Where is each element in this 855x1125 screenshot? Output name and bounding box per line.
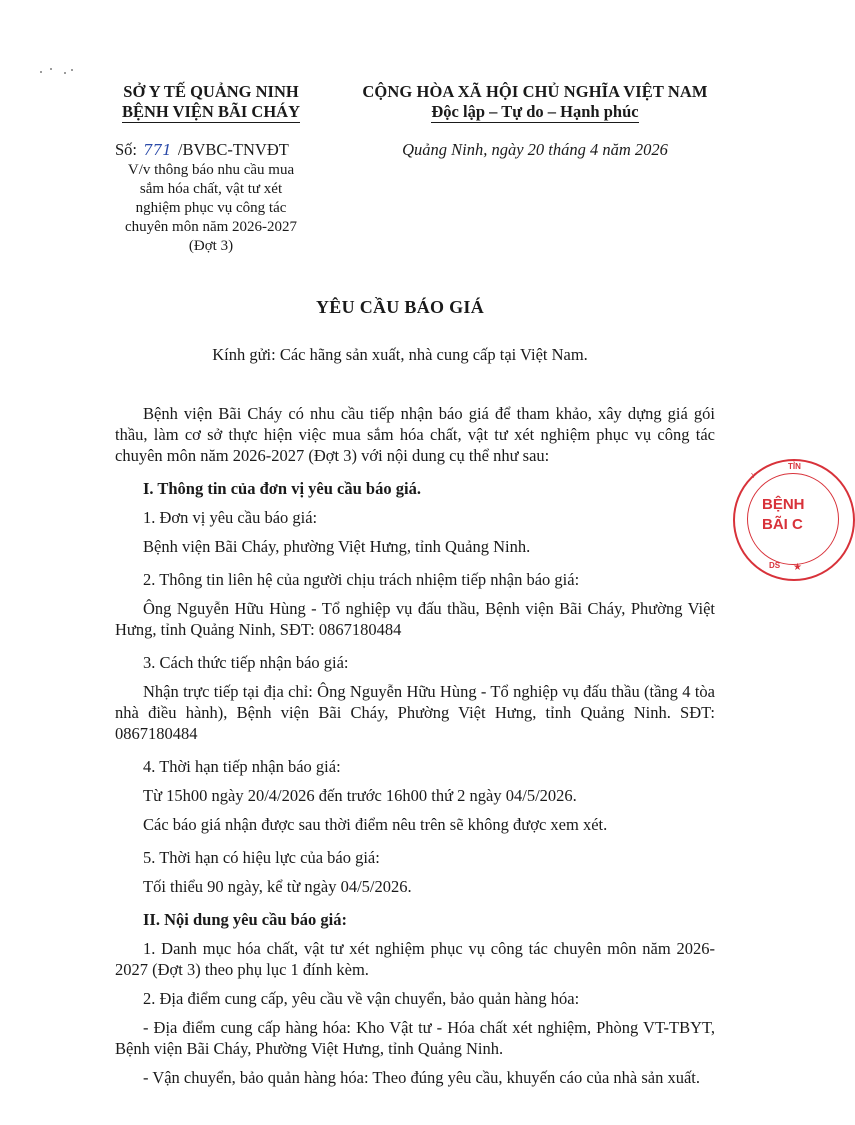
addressee: Kính gửi: Các hãng sản xuất, nhà cung cấp tại Việt Nam. (212, 345, 588, 364)
body-paragraph: Tối thiểu 90 ngày, kể từ ngày 04/5/2026. (143, 877, 412, 896)
subject-line: (Đợt 3) (188, 238, 234, 254)
body-paragraph: Bệnh viện Bãi Cháy có nhu cầu tiếp nhận báo giá để tham khảo, xây dựng giá gói thầu, làm cơ sở thực hiện việc mua sắm hóa chất, vật tư xét nghiệm phục vụ công tác chuyên môn năm 2026-2027 (Đợt 3) với nội dung cụ thể như sau: (115, 404, 715, 465)
section-heading: II. Nội dung yêu cầu báo giá: (143, 910, 348, 929)
doc-number-prefix: Số: (115, 140, 138, 159)
body-paragraph: - Vận chuyển, bảo quản hàng hóa: Theo đúng yêu cầu, khuyến cáo của nhà sản xuất. (143, 1068, 701, 1087)
seal-rim-text: TỈN (788, 462, 801, 471)
body-paragraph: 4. Thời hạn tiếp nhận báo giá: (143, 757, 341, 776)
subject-line: nghiệm phục vụ công tác (135, 200, 287, 216)
scan-speck-marks (38, 66, 78, 78)
body-paragraph: - Địa điểm cung cấp hàng hóa: Kho Vật tư - Hóa chất xét nghiệm, Phòng VT-TBYT, Bệnh viện Bãi Cháy, Phường Việt Hưng, tỉnh Quảng Ninh. (115, 1018, 715, 1058)
body-paragraph: 5. Thời hạn có hiệu lực của báo giá: (143, 848, 380, 867)
document-date: Quảng Ninh, ngày 20 tháng 4 năm 2026 (402, 140, 668, 159)
subject-line: sắm hóa chất, vật tư xét (139, 181, 283, 197)
subject-line: chuyên môn năm 2026-2027 (124, 219, 298, 235)
body-paragraph: Từ 15h00 ngày 20/4/2026 đến trước 16h00 thứ 2 ngày 04/5/2026. (143, 786, 577, 805)
subject-line: V/v thông báo nhu cầu mua (127, 162, 295, 178)
seal-star-icon: ★ (793, 562, 802, 573)
body-paragraph: Nhận trực tiếp tại địa chỉ: Ông Nguyễn Hữu Hùng - Tổ nghiệp vụ đấu thầu (tầng 4 tòa nhà điều hành), Bệnh viện Bãi Cháy, Phường Việt Hưng, tỉnh Quảng Ninh. SĐT: 0867180484 (115, 682, 715, 743)
national-header (332, 82, 738, 123)
body-paragraph: 1. Đơn vị yêu cầu báo giá: (143, 508, 318, 527)
national-title: CỘNG HÒA XÃ HỘI CHỦ NGHĨA VIỆT NAM (362, 82, 708, 101)
document-subject (105, 161, 317, 256)
seal-text: BÃI C (762, 516, 803, 533)
seal-rim-text: Y (751, 473, 756, 480)
hospital-name: BỆNH VIỆN BÃI CHÁY (121, 102, 301, 121)
seal-text: BỆNH (762, 496, 805, 513)
section-heading: I. Thông tin của đơn vị yêu cầu báo giá. (143, 479, 421, 498)
body-paragraph: Ông Nguyễn Hữu Hùng - Tổ nghiệp vụ đấu thầu, Bệnh viện Bãi Cháy, Phường Việt Hưng, tỉnh Quảng Ninh, SĐT: 0867180484 (115, 599, 715, 639)
body-paragraph: 2. Địa điểm cung cấp, yêu cầu về vận chuyển, bảo quản hàng hóa: (143, 989, 580, 1008)
body-paragraph: 1. Danh mục hóa chất, vật tư xét nghiệm phục vụ công tác chuyên môn năm 2026-2027 (Đợt 3) theo phụ lục 1 đính kèm. (115, 939, 715, 979)
body-paragraph: Các báo giá nhận được sau thời điểm nêu trên sẽ không được xem xét. (143, 815, 608, 834)
document-body (115, 403, 715, 1096)
national-motto: Độc lập – Tự do – Hạnh phúc (431, 102, 639, 121)
body-paragraph: 3. Cách thức tiếp nhận báo giá: (143, 653, 349, 672)
issuing-organization (88, 82, 334, 123)
body-paragraph: Bệnh viện Bãi Cháy, phường Việt Hưng, tỉnh Quảng Ninh. (143, 537, 531, 556)
hospital-seal-stamp (733, 459, 855, 581)
document-title: YÊU CẦU BÁO GIÁ (315, 297, 484, 317)
seal-rim-text: DS (769, 561, 781, 570)
doc-number-suffix: /BVBC-TNVĐT (177, 140, 289, 159)
department-name: SỞ Y TẾ QUẢNG NINH (123, 82, 299, 101)
body-paragraph: 2. Thông tin liên hệ của người chịu trách nhiệm tiếp nhận báo giá: (143, 570, 580, 589)
doc-number-handwritten: 771 (143, 141, 172, 159)
document-number (115, 140, 289, 160)
